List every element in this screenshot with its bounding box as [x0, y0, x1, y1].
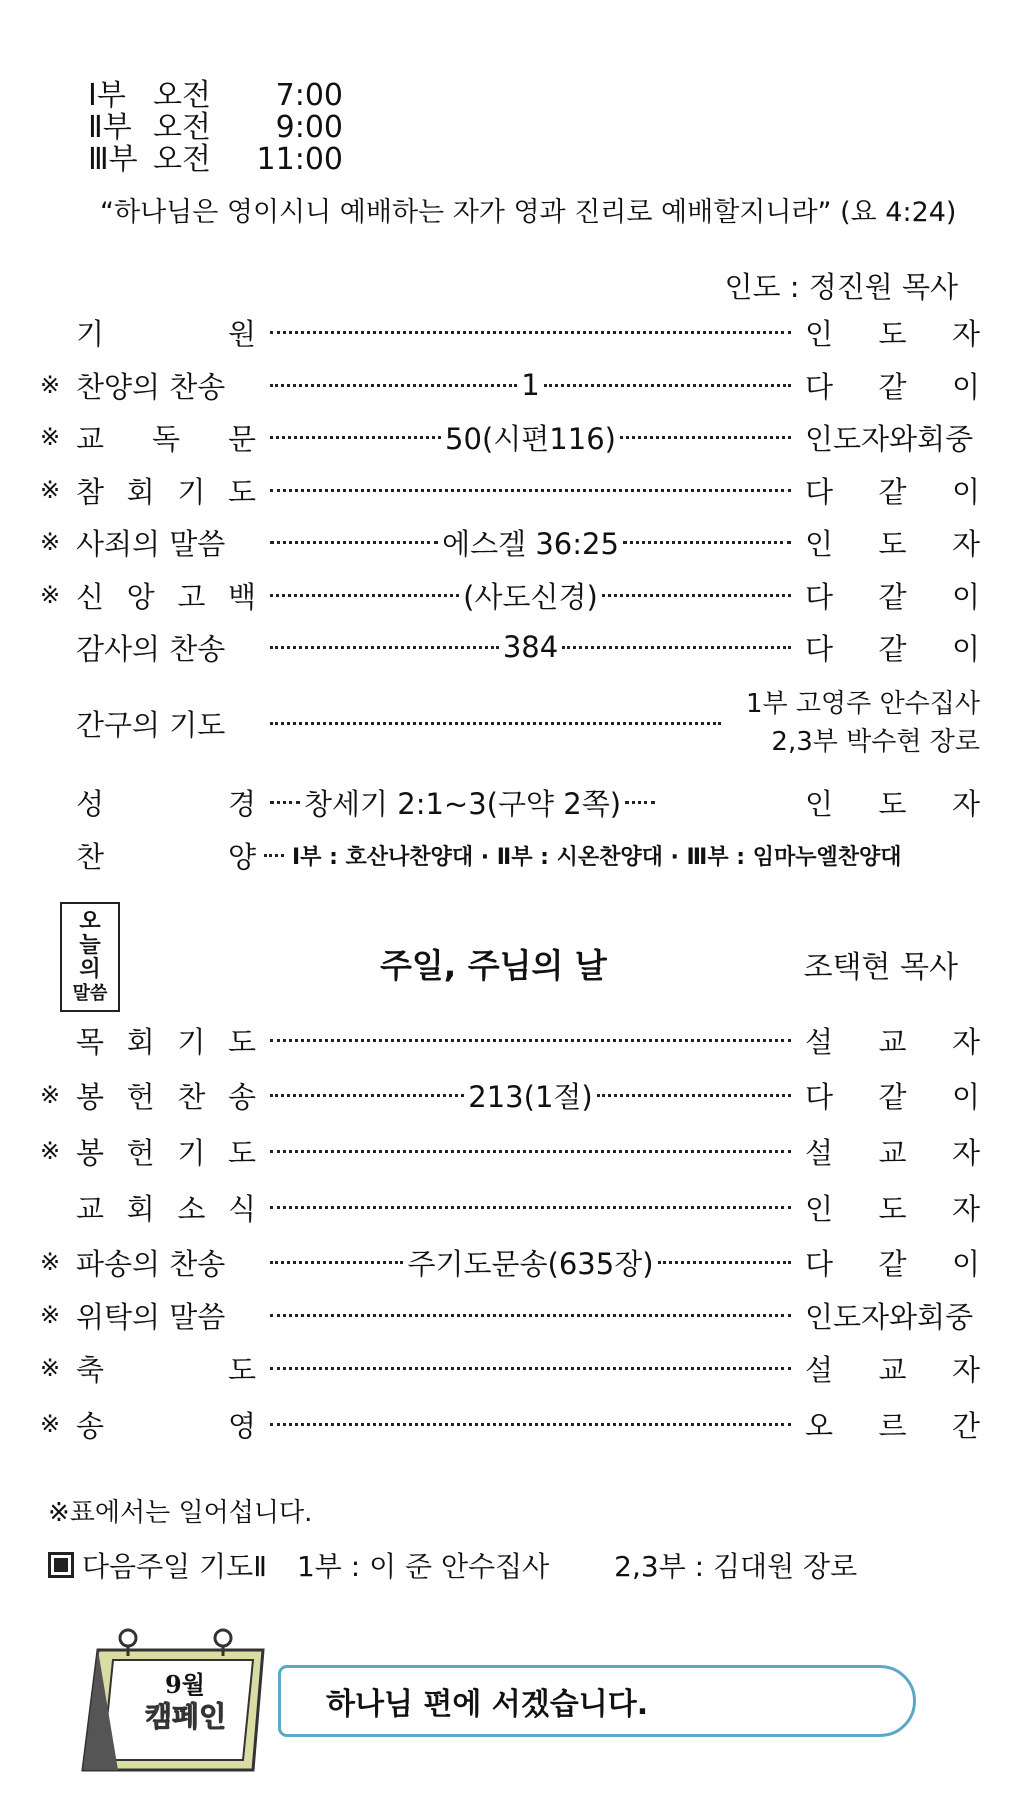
order-item-responsible: 인 도 자	[805, 526, 980, 561]
leader-dots	[266, 522, 795, 563]
order-item-row	[40, 573, 980, 617]
leader-dots	[266, 417, 795, 458]
order-item-name: 위탁의 말씀	[76, 1299, 226, 1334]
order-item-responsible: 다 같 이	[805, 1079, 980, 1114]
order-item-detail: (사도신경)	[463, 579, 598, 614]
order-item-name: 봉 헌 찬 송	[76, 1079, 256, 1114]
service-leader: 인도 : 정진원 목사	[724, 270, 958, 304]
standing-mark: ※	[40, 1137, 61, 1165]
standing-mark: ※	[40, 371, 61, 399]
order-item-responsible: 인 도 자	[805, 1191, 980, 1226]
order-item-row	[40, 1402, 980, 1446]
order-item-row	[40, 1240, 980, 1284]
order-item-detail: 384	[502, 630, 559, 664]
leader-dots	[266, 575, 795, 616]
order-item-detail: 주기도문송(635장)	[407, 1246, 654, 1281]
next-week-prayer: 다음주일 기도Ⅱ 1부 : 이 준 안수집사 2,3부 : 김대원 장로	[48, 1545, 857, 1585]
standing-mark: ※	[40, 1248, 61, 1276]
time-row-3: Ⅲ부 오전 11:00	[88, 142, 343, 177]
choir-list: Ⅰ부 : 호산나찬양대 · Ⅱ부 : 시온찬양대 · Ⅲ부 : 임마누엘찬양대	[292, 844, 902, 870]
order-item-row	[40, 1073, 980, 1117]
order-item-row	[40, 1185, 980, 1229]
order-item-name: 참 회 기 도	[76, 474, 256, 509]
todays-word-badge: 오 늘 의 말씀	[60, 902, 120, 1012]
order-item-name: 교 회 소 식	[76, 1191, 256, 1226]
order-item-row	[40, 310, 980, 354]
leader-dots	[266, 1242, 795, 1283]
order-item-row	[40, 625, 980, 669]
leader-dots	[266, 1423, 795, 1426]
petition-prayer-row	[40, 685, 980, 761]
leader-dots	[266, 331, 795, 334]
leader-dots	[270, 722, 721, 725]
standing-mark: ※	[40, 423, 61, 451]
scripture-verse: “하나님은 영이시니 예배하는 자가 영과 진리로 예배할지니라” (요 4:24)	[100, 197, 957, 228]
order-item-name: 감사의 찬송	[76, 631, 226, 666]
standing-mark: ※	[40, 581, 61, 609]
order-item-row	[40, 415, 980, 459]
campaign-month: 9월	[165, 1670, 205, 1699]
order-item-name: 파송의 찬송	[76, 1246, 226, 1281]
leader-dots	[266, 630, 795, 664]
order-item-name: 송 영	[76, 1408, 256, 1443]
order-item-name: 성 경	[76, 786, 256, 821]
order-item-detail: 50(시편116)	[445, 421, 616, 456]
order-item-name: 목 회 기 도	[76, 1024, 256, 1059]
leader-dots	[266, 1150, 795, 1153]
service-times	[88, 80, 343, 176]
order-item-responsible: 오 르 간	[805, 1408, 980, 1443]
campaign-title: 캠페인	[145, 1700, 227, 1733]
leader-dots	[266, 1039, 795, 1042]
leader-dots	[266, 1075, 795, 1116]
leader-dots	[266, 1367, 795, 1370]
order-item-name: 사죄의 말씀	[76, 526, 226, 561]
order-item-name: 신 앙 고 백	[76, 579, 256, 614]
leader-dots	[266, 489, 795, 492]
order-item-row	[40, 520, 980, 564]
standing-note: ※표에서는 일어섭니다.	[48, 1498, 313, 1528]
leader-dots	[266, 368, 795, 402]
order-item-responsible: 인도자와회중	[805, 421, 974, 456]
order-item-name: 교 독 문	[76, 421, 256, 456]
order-item-responsible: 다 같 이	[805, 369, 980, 404]
order-item-row	[40, 468, 980, 512]
order-item-responsible: 다 같 이	[805, 579, 980, 614]
standing-mark: ※	[40, 528, 61, 556]
anthem-row	[40, 833, 980, 877]
order-item-name: 찬 양	[76, 839, 256, 874]
order-item-name: 기 원	[76, 316, 256, 351]
order-item-row	[40, 1293, 980, 1337]
order-item-responsible: 설 교 자	[805, 1024, 980, 1059]
order-item-detail: 에스겔 36:25	[442, 526, 619, 561]
order-item-responsible: 설 교 자	[805, 1352, 980, 1387]
order-item-name: 간구의 기도	[76, 707, 226, 742]
order-item-name: 봉 헌 기 도	[76, 1135, 256, 1170]
leader-dots	[266, 1314, 795, 1317]
standing-mark: ※	[40, 1410, 61, 1438]
order-item-row	[40, 1129, 980, 1173]
campaign-banner	[278, 1665, 916, 1737]
leader-dots	[266, 1206, 795, 1209]
order-item-name: 축 도	[76, 1352, 256, 1387]
standing-mark: ※	[40, 1301, 61, 1329]
order-item-row	[40, 1018, 980, 1062]
standing-mark: ※	[40, 476, 61, 504]
sermon-title: 주일, 주님의 날	[380, 946, 607, 985]
order-item-responsible: 다 같 이	[805, 474, 980, 509]
order-item-responsible: 인도자와회중	[805, 1299, 974, 1334]
prayer-leaders: 1부 고영주 안수집사 2,3부 박수현 장로	[746, 689, 980, 757]
square-bullet-icon	[48, 1552, 74, 1578]
scripture-row: 성 경 창세기 2:1~3(구약 2쪽) 인 도 자	[40, 780, 980, 824]
order-item-responsible: 설 교 자	[805, 1135, 980, 1170]
time-row-1: Ⅰ부 오전 7:00	[88, 78, 343, 113]
standing-mark: ※	[40, 1081, 61, 1109]
order-item-row	[40, 363, 980, 407]
order-item-responsible: 인 도 자	[805, 316, 980, 351]
campaign-slogan: 하나님 편에 서겠습니다.	[326, 1687, 649, 1722]
order-item-row	[40, 1346, 980, 1390]
preacher-name: 조택현 목사	[803, 950, 958, 985]
order-item-responsible: 다 같 이	[805, 1246, 980, 1281]
order-item-detail: 1	[521, 368, 540, 402]
time-row-2: Ⅱ부 오전 9:00	[88, 110, 343, 145]
standing-mark: ※	[40, 1354, 61, 1382]
order-item-name: 찬양의 찬송	[76, 369, 226, 404]
order-item-responsible: 다 같 이	[805, 631, 980, 666]
order-item-detail: 213(1절)	[468, 1079, 593, 1114]
